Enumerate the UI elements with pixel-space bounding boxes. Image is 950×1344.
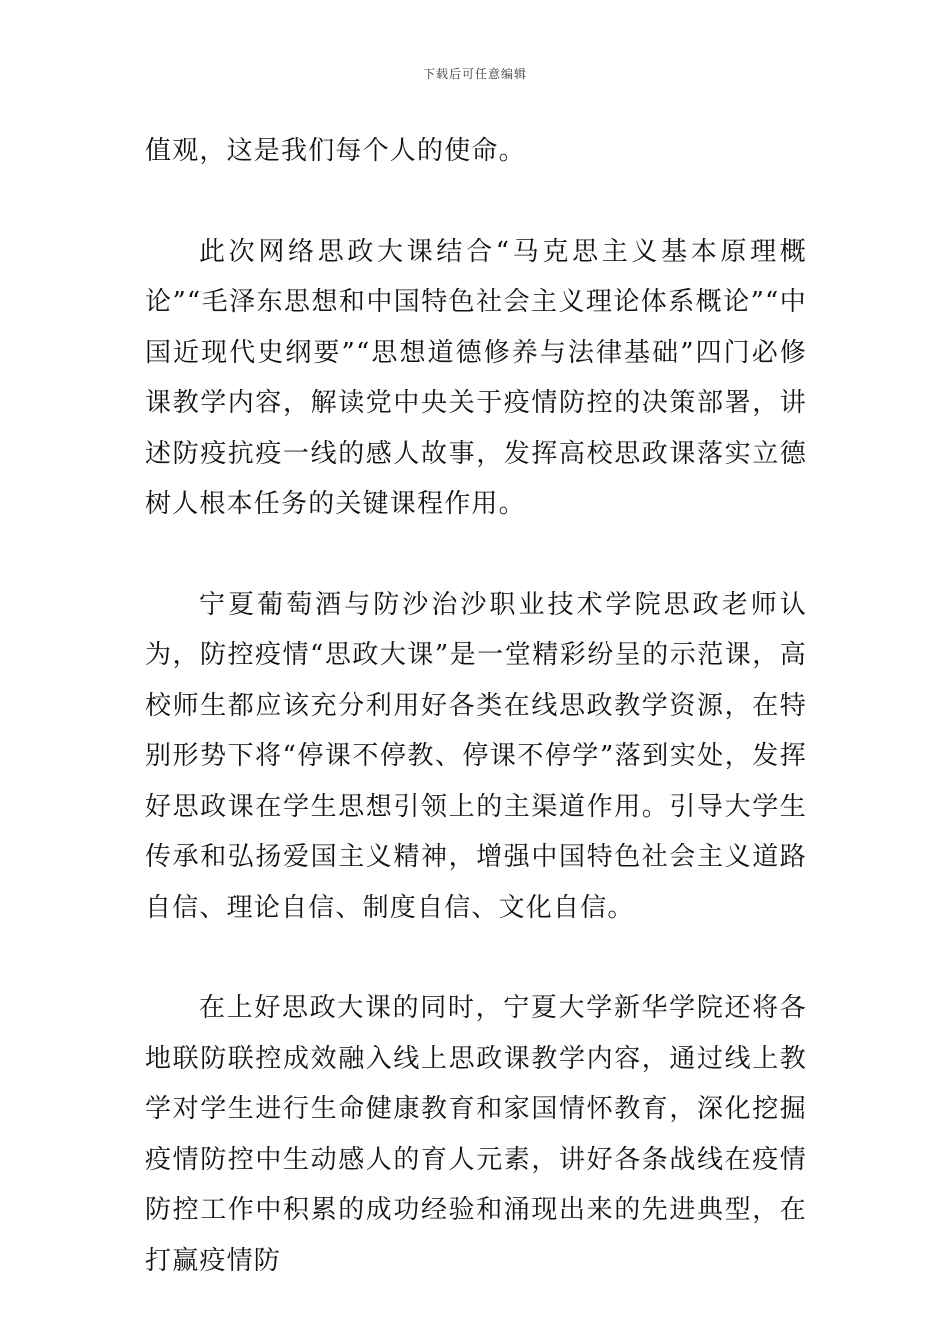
paragraph-continuation: 值观，这是我们每个人的使命。 <box>145 136 526 166</box>
paragraph-teacher-view: 宁夏葡萄酒与防沙治沙职业技术学院思政老师认为，防控疫情“思政大课”是一堂精彩纷呈的示范课，高校师生都应该充分利用好各类在线思政教学资源，在特别形势下将“停课不停教、停课不停学”落到实处，发挥好思政课在学生思想引领上的主渠道作用。引导大学生传承和弘扬爱国主义精神，增强中国特色社会主义道路自信、理论自信、制度自信、文化自信。 <box>145 589 807 923</box>
page-header-note: 下载后可任意编辑 <box>422 67 527 81</box>
paragraph-xinhua-college: 在上好思政大课的同时，宁夏大学新华学院还将各地联防联控成效融入线上思政课教学内容，通过线上教学对学生进行生命健康教育和家国情怀教育，深化挖掘疫情防控中生动感人的育人元素，讲好各条战线在疫情防控工作中积累的成功经验和涌现出来的先进典型，在打赢疫情防 <box>145 993 807 1276</box>
paragraph-course-content: 此次网络思政大课结合“马克思主义基本原理概论”“毛泽东思想和中国特色社会主义理论体系概论”“中国近现代史纲要”“思想道德修养与法律基础”四门必修课教学内容，解读党中央关于疫情防控的决策部署，讲述防疫抗疫一线的感人故事，发挥高校思政课落实立德树人根本任务的关键课程作用。 <box>145 236 807 519</box>
paragraph-spacer <box>145 933 807 983</box>
paragraph-spacer <box>145 530 807 580</box>
document-body <box>145 126 807 1286</box>
paragraph-spacer <box>145 177 807 227</box>
